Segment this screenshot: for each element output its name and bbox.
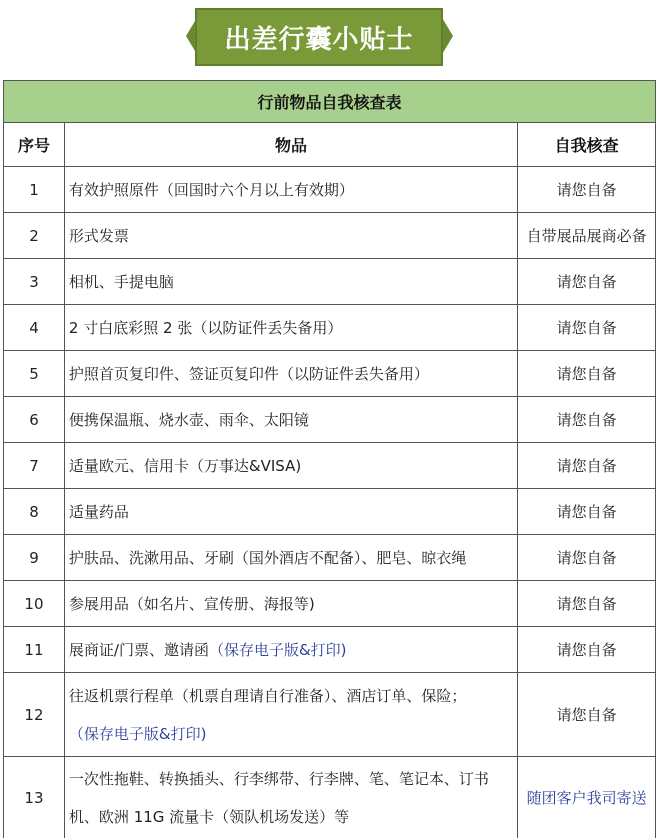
row-check: 请您自备: [518, 397, 656, 443]
row-item-text: 往返机票行程单（机票自理请自行准备）、酒店订单、保险；: [68, 686, 467, 705]
row-check: 请您自备: [518, 535, 656, 581]
header-check: 自我核查: [518, 123, 656, 167]
row-check: 请您自备: [518, 351, 656, 397]
row-item: 护照首页复印件、签证页复印件（以防证件丢失备用）: [64, 351, 517, 397]
row-check: 请您自备: [518, 259, 656, 305]
row-item: 有效护照原件（回国时六个月以上有效期）: [64, 167, 517, 213]
row-no: 10: [4, 581, 65, 627]
table-row: [4, 581, 656, 627]
row-item-note: （保存电子版&打印): [208, 641, 347, 659]
row-item-text-line2: 机、欧洲 11G 流量卡（领队机场发送）等: [68, 807, 350, 826]
table-row: [4, 213, 656, 259]
row-item: [64, 757, 517, 838]
row-check: 请您自备: [518, 581, 656, 627]
table-title-row: [4, 81, 656, 123]
table-title: 行前物品自我核查表: [4, 81, 656, 123]
row-no: 9: [4, 535, 65, 581]
table-row: [4, 351, 656, 397]
row-item: 适量欧元、信用卡（万事达&VISA): [64, 443, 517, 489]
table-row: [4, 757, 656, 838]
row-no: 11: [4, 627, 65, 673]
row-check: 请您自备: [518, 167, 656, 213]
row-item-text: 一次性拖鞋、转换插头、行李绑带、行李牌、笔、笔记本、订书: [68, 769, 489, 788]
header-item: 物品: [64, 123, 517, 167]
banner-box: [195, 8, 443, 66]
checklist-table: [3, 80, 656, 838]
table-header-row: [4, 123, 656, 167]
row-item: 形式发票: [64, 213, 517, 259]
table-row: [4, 443, 656, 489]
row-no: 12: [4, 673, 65, 757]
row-item: 参展用品（如名片、宣传册、海报等): [64, 581, 517, 627]
row-no: 13: [4, 757, 65, 838]
row-item: 便携保温瓶、烧水壶、雨伞、太阳镜: [64, 397, 517, 443]
row-item: 适量药品: [64, 489, 517, 535]
banner-title: 出差行囊小贴士: [224, 24, 414, 55]
table-row: [4, 167, 656, 213]
row-item: 2 寸白底彩照 2 张（以防证件丢失备用）: [64, 305, 517, 351]
row-check: 请您自备: [518, 673, 656, 757]
table-row: [4, 305, 656, 351]
row-item: [64, 673, 517, 757]
row-check: 请您自备: [518, 627, 656, 673]
row-no: 6: [4, 397, 65, 443]
row-no: 2: [4, 213, 65, 259]
row-check: 随团客户我司寄送: [518, 757, 656, 838]
row-item: 相机、手提电脑: [64, 259, 517, 305]
row-check: 请您自备: [518, 443, 656, 489]
row-no: 8: [4, 489, 65, 535]
row-no: 3: [4, 259, 65, 305]
row-no: 5: [4, 351, 65, 397]
header-no: 序号: [4, 123, 65, 167]
row-item: [64, 627, 517, 673]
row-item-note: （保存电子版&打印): [68, 724, 207, 743]
row-no: 4: [4, 305, 65, 351]
row-check: 请您自备: [518, 305, 656, 351]
row-no: 1: [4, 167, 65, 213]
table-row: [4, 397, 656, 443]
row-item-text: 展商证/门票、邀请函: [68, 641, 209, 659]
row-check: 请您自备: [518, 489, 656, 535]
table-row: [4, 259, 656, 305]
table-row: [4, 627, 656, 673]
row-no: 7: [4, 443, 65, 489]
row-item: 护肤品、洗漱用品、牙刷（国外酒店不配备）、肥皂、晾衣绳: [64, 535, 517, 581]
table-row: [4, 673, 656, 757]
row-check: 自带展品展商必备: [518, 213, 656, 259]
table-row: [4, 489, 656, 535]
banner: [0, 0, 659, 78]
table-row: [4, 535, 656, 581]
